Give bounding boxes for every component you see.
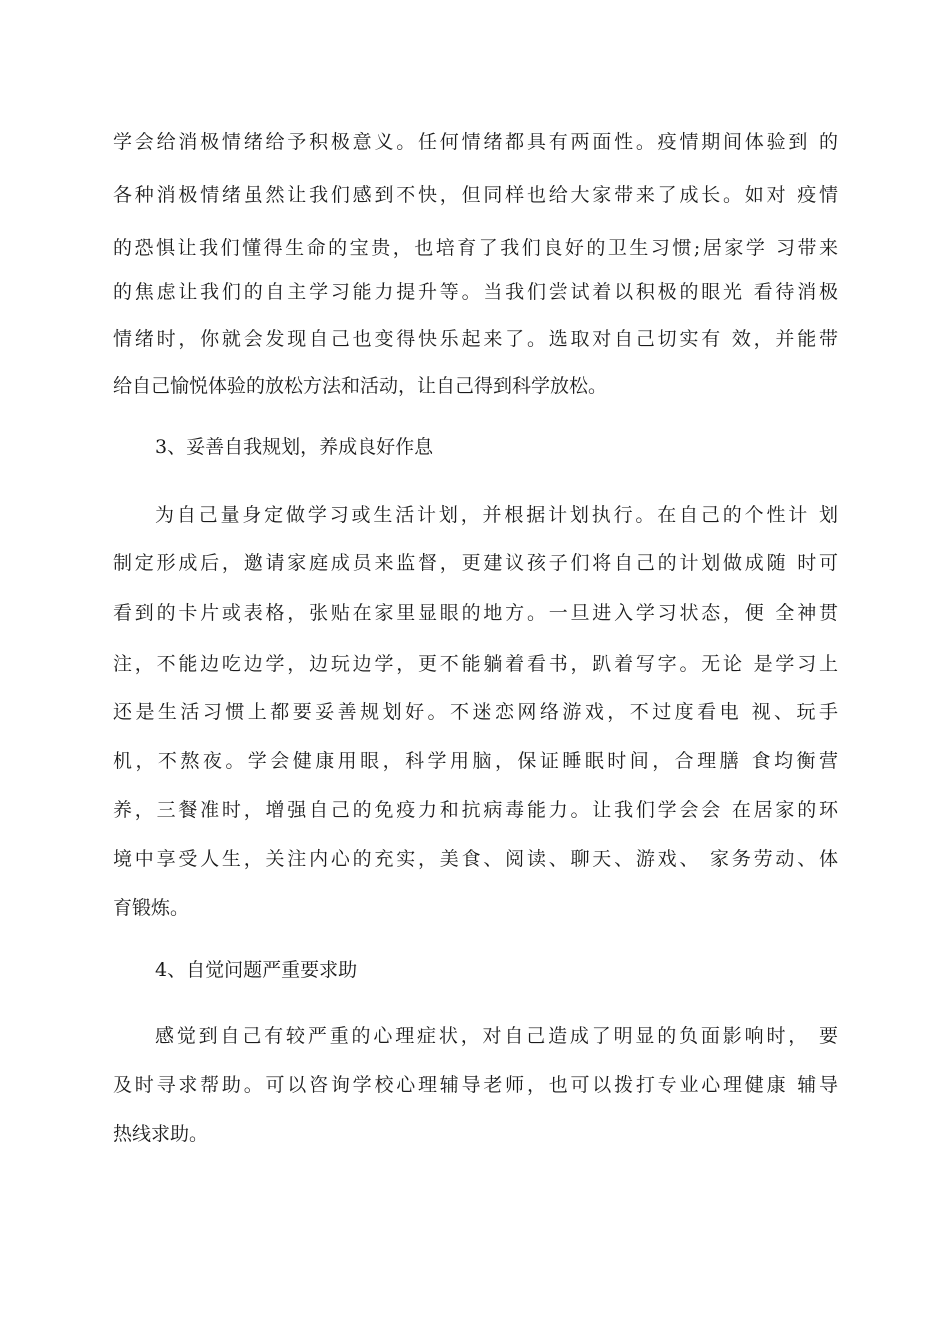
paragraph-line: 还是生活习惯上都要妥善规划好。不迷恋网络游戏，不过度看电 视、玩手: [113, 701, 838, 723]
paragraph-line: 机，不熬夜。学会健康用眼，科学用脑，保证睡眠时间，合理膳 食均衡营: [113, 750, 838, 772]
paragraph-line: 境中享受人生，关注内心的充实，美食、阅读、聊天、游戏、 家务劳动、体: [113, 848, 838, 870]
paragraph-line: 热线求助。: [113, 1123, 209, 1145]
paragraph-line: 为自己量身定做学习或生活计划，并根据计划执行。在自己的个性计 划: [155, 504, 838, 526]
section-heading-3: 3、妥善自我规划，养成良好作息: [155, 436, 434, 458]
paragraph-line: 制定形成后，邀请家庭成员来监督，更建议孩子们将自己的计划做成随 时可: [113, 552, 838, 574]
paragraph-line: 情绪时，你就会发现自己也变得快乐起来了。选取对自己切实有 效，并能带: [113, 328, 838, 350]
paragraph-line: 育锻炼。: [113, 897, 190, 919]
paragraph-line: 的焦虑让我们的自主学习能力提升等。当我们尝试着以积极的眼光 看待消极: [113, 281, 838, 303]
section-heading-4: 4、自觉问题严重要求助: [155, 959, 358, 981]
paragraph-line: 学会给消极情绪给予积极意义。任何情绪都具有两面性。疫情期间体验到 的: [113, 131, 838, 153]
paragraph-line: 养，三餐准时，增强自己的免疫力和抗病毒能力。让我们学会会 在居家的环: [113, 799, 838, 821]
paragraph-line: 各种消极情绪虽然让我们感到不快，但同样也给大家带来了成长。如对 疫情: [113, 184, 838, 206]
paragraph-line: 给自己愉悦体验的放松方法和活动，让自己得到科学放松。: [113, 375, 608, 397]
paragraph-line: 注，不能边吃边学，边玩边学，更不能躺着看书，趴着写字。无论 是学习上: [113, 653, 838, 675]
paragraph-line: 看到的卡片或表格，张贴在家里显眼的地方。一旦进入学习状态，便 全神贯: [113, 602, 838, 624]
paragraph-line: 及时寻求帮助。可以咨询学校心理辅导老师，也可以拨打专业心理健康 辅导: [113, 1074, 838, 1096]
paragraph-line: 感觉到自己有较严重的心理症状，对自己造成了明显的负面影响时， 要: [155, 1025, 838, 1047]
paragraph-line: 的恐惧让我们懂得生命的宝贵，也培育了我们良好的卫生习惯;居家学 习带来: [113, 237, 838, 259]
